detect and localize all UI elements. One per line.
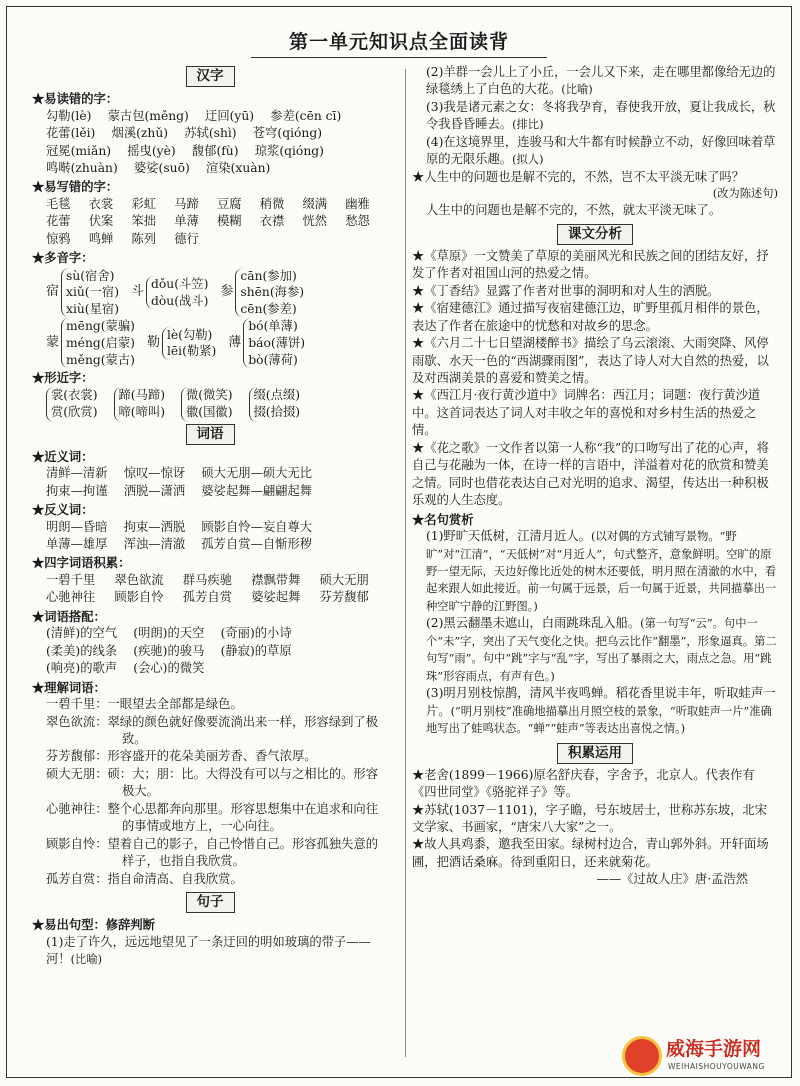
yixie-word: 德行: [174, 231, 199, 246]
mingju-item: [426, 685, 778, 737]
xingjin-word: 赏(欣赏): [51, 405, 98, 420]
duoyin-readings: [61, 318, 135, 368]
jinyi-line: 清鲜—清新 惊叹—惊讶 硕大无朋—硕大无比: [46, 466, 313, 481]
fenxi-item: ★《草原》一文赞美了草原的美丽风光和民族之间的团结友好，抒发了作者对祖国山河的热爱之情。: [412, 248, 769, 281]
duoyin-reading: xiǔ(一宿): [66, 285, 119, 300]
mingju-line: (2)黑云翻墨未遮山，白雨跳珠乱入船。: [426, 616, 641, 631]
mingju-line: (3)明月别枝惊鹊，清风半夜鸣蝉。稻花香里说丰年，听取蛙声一片。: [426, 686, 776, 718]
yidu-line: 冠冕(miǎn) 摇曳(yè) 馥郁(fù) 琼浆(qióng): [46, 143, 324, 158]
lijie-heading: ★理解词语：: [32, 679, 106, 695]
sizi-word: 顾影自怜: [114, 590, 164, 605]
duoyin-row: [46, 268, 388, 318]
mingju-line: (1)野旷天低树，江清月近人。: [426, 529, 591, 544]
sentence-1: (1)走了许久，远远地望见了一条迂回的明如玻璃的带子——河！(比喻): [46, 934, 371, 967]
lijie-item: 芬芳馥郁：形容盛开的花朵美丽芳香、香气浓厚。: [46, 749, 317, 764]
xingjin-heading: ★形近字：: [32, 370, 94, 386]
lijie-item: 硕大无朋：硕：大；朋：比。大得没有可以与之相比的。形容极大。: [46, 766, 379, 799]
duoyin-char: 薄: [228, 335, 242, 351]
sizi-word: 硕大无朋: [319, 572, 369, 587]
yixie-word: 幽雅: [345, 196, 370, 211]
fanyi-list: [32, 519, 388, 554]
yidu-line: 鸣啭(zhuàn) 婆娑(suō) 渲染(xuàn): [46, 160, 271, 175]
xingjin-pair: [114, 387, 166, 422]
duoyin-reading: dǒu(斗笠): [151, 276, 209, 291]
yidu-heading: ★易读错的字：: [32, 91, 119, 107]
rhetoric-note: (比喻): [561, 83, 593, 97]
duoyin-reading: lè(勾勒): [166, 327, 213, 342]
dapei-list: [32, 625, 388, 677]
duoyin-char: 斗: [131, 284, 145, 300]
sentence-transform: ★人生中的问题也是解不完的，不然，岂不太平淡无味了吗？: [412, 169, 745, 184]
fenxi-item: ★《西江月·夜行黄沙道中》词牌名：西江月；词题：夜行黄沙道中。这首词表达了词人对丰收之年的喜悦和对乡村生活的热爱之情。: [412, 388, 761, 438]
sentence-4: (4)在这境界里，连骏马和大牛都有时候静立不动，好像回味着草原的无限乐趣。(拟人): [426, 134, 776, 167]
sizi-word: 婆娑起舞: [251, 590, 301, 605]
watermark-logo: [622, 1034, 790, 1080]
yidu-line: 花蕾(lěi) 烟溪(zhǔ) 苏轼(shì) 苍穹(qióng): [46, 126, 322, 141]
yixie-word: 愁怨: [345, 214, 370, 229]
yixie-word: 恍然: [302, 214, 328, 229]
jinyi-heading: ★近义词：: [32, 448, 94, 464]
yixie-word: 马蹄: [174, 196, 199, 211]
sizi-heading: ★四字词语积累：: [32, 555, 131, 571]
duoyin-reading: sù(宿舍): [66, 268, 115, 283]
yixie-word: 模糊: [217, 214, 242, 229]
yixie-word: 惊鸦: [46, 231, 71, 246]
yixie-word: 衣裳: [88, 196, 114, 211]
yixie-word: 缀满: [302, 196, 328, 211]
right-column: [412, 64, 778, 889]
duoyin-reading: mēng(蒙骗): [66, 319, 135, 334]
duoyin-row: [46, 318, 388, 368]
duoyin-readings: [146, 276, 208, 309]
xingjin-word: 啼(啼叫): [118, 405, 165, 420]
yixie-grid: [32, 196, 388, 248]
yidu-list: [32, 108, 388, 178]
yixie-word: 花蕾: [46, 214, 71, 229]
jinyi-list: [32, 465, 388, 500]
yixie-word: 稍微: [259, 196, 285, 211]
yixie-word: 豆腐: [217, 196, 242, 211]
sizi-word: 芬芳馥郁: [319, 590, 369, 605]
xingjin-word: 裳(衣裳): [51, 387, 98, 402]
duoyin-readings: [61, 268, 119, 318]
duoyin-reading: xiù(星宿): [66, 301, 119, 316]
lijie-item: 孤芳自赏：指自命清高、自我欣赏。: [46, 871, 243, 886]
duoyin-reading: lēi(勒紧): [166, 344, 217, 359]
duoyin-readings: [162, 327, 216, 360]
duoyin-char: 勒: [146, 335, 160, 351]
dapei-heading: ★词语搭配：: [32, 608, 106, 624]
fanyi-heading: ★反义词：: [32, 502, 94, 518]
yichu-heading: ★易出句型：修辞判断: [32, 917, 155, 933]
duoyin-reading: báo(薄饼): [248, 336, 306, 351]
yixie-word: 陈列: [131, 231, 157, 246]
mingju-note: (以对偶的方式铺写景物。“野旷”对“江清”，“天低树”对“月近人”，句式整齐，意象鲜明。空旷的原野一望无际，天边好像比近处的树木还要低，明月照在清澈的水中，看起来跟人如此接近。前一句属于远景，后一句属于近景，共同描摹出一种空旷宁静的江野图。): [426, 530, 777, 613]
fenxi-list: [412, 248, 778, 510]
duoyin-char: 宿: [46, 284, 60, 300]
yixie-word: 伏案: [88, 214, 114, 229]
sizi-word: 心驰神往: [46, 590, 96, 605]
page-title: 第一单元知识点全面读背: [288, 31, 509, 53]
jinyi-line: 拘束—拘谨 洒脱—潇洒 婆娑起舞—翩翩起舞: [46, 483, 313, 498]
fenxi-item: ★《六月二十七日望湖楼醉书》描绘了乌云滚滚、大雨突降、风停雨歇、水天一色的“西湖骤雨图”，表达了诗人对大自然的热爱，以及对西湖美景的喜爱和赞美之情。: [412, 336, 769, 385]
sizi-word: 群马疾驰: [182, 572, 232, 587]
xingjin-word: 缀(点缀): [253, 387, 300, 402]
column-divider: [405, 69, 406, 1057]
section-fenxi: 课文分析: [412, 224, 778, 245]
yixie-word: 毛毯: [46, 196, 71, 211]
duoyin-readings: [235, 268, 304, 318]
dapei-line: (柔美)的线条 (疾驰)的骏马 (静寂)的草原: [46, 643, 292, 658]
left-column: [32, 64, 388, 969]
lijie-list: [32, 696, 388, 888]
sentence-3: (3)我是诸元素之女：冬将我孕育，春使我开放，夏让我成长，秋令我昏昏睡去。(排比): [426, 99, 776, 132]
mingju-note: (第一句写“云”。句中一个“未”字，突出了天气变化之快。把乌云比作“翻墨”，形象逼真。第二句写“雨”。句中“跳”字与“乱”字，写出了暴雨之大，雨点之急。用“跳珠”形容雨点，有声有色。): [426, 617, 777, 683]
sizi-word: 一碧千里: [46, 572, 96, 587]
yixie-word: 单薄: [174, 214, 199, 229]
duoyin-reading: shēn(海参): [240, 285, 305, 300]
lijie-item: 心驰神往：整个心思都奔向那里。形容思想集中在追求和向往的事情或地方上，一心向往。: [46, 801, 379, 834]
jilei-list: [412, 767, 778, 872]
sizi-word: 孤芳自赏: [182, 590, 232, 605]
logo-icon: [622, 1036, 662, 1076]
xingjin-pair: [181, 387, 233, 422]
sentence-2: (2)羊群一会儿上了小丘，一会儿又下来，走在哪里都像给无边的绿毯绣上了白色的大花。(比喻): [426, 65, 776, 97]
duoyin-reading: dòu(战斗): [151, 293, 209, 308]
lijie-item: 翠色欲流：翠绿的颜色就好像要流淌出来一样，形容绿到了极致。: [46, 714, 379, 747]
section-jilei: 积累运用: [412, 743, 778, 764]
xingjin-word: 徽(国徽): [186, 405, 233, 420]
xingjin-word: 掇(拾掇): [253, 405, 300, 420]
section-hanzi: 汉字: [32, 66, 388, 87]
xingjin-pair: [46, 387, 98, 422]
duoyin-char: 蒙: [46, 335, 60, 351]
jilei-item: ★苏轼(1037－1101)，字子瞻，号东坡居士，世称苏东坡，北宋文学家、书画家，“唐宋八大家”之一。: [412, 802, 768, 835]
section-juzi: 句子: [32, 892, 388, 913]
jilei-item: ★老舍(1899－1966)原名舒庆春，字舍予，北京人。代表作有《四世同堂》《骆驼祥子》等。: [412, 767, 755, 800]
yixie-word: 彩虹: [131, 196, 157, 211]
rhetoric-note: (拟人): [512, 153, 544, 167]
yidu-line: 勾勒(lè) 蒙古包(měng) 迂回(yū) 参差(cēn cī): [46, 108, 342, 123]
duoyin-heading: ★多音字：: [32, 250, 94, 266]
rhetoric-note: (排比): [512, 118, 544, 132]
sizi-grid: [32, 572, 388, 607]
fanyi-line: 单薄—雄厚 浑浊—清澈 孤芳自赏—自惭形秽: [46, 537, 313, 552]
mingju-item: [426, 615, 778, 685]
xingjin-word: 微(微笑): [186, 387, 233, 402]
logo-name: 威海手游网: [666, 1038, 762, 1060]
title-underline: [251, 57, 547, 58]
duoyin-reading: cān(参加): [240, 268, 297, 283]
duoyin-reading: cēn(参差): [240, 301, 297, 316]
sizi-word: 襟飘带舞: [251, 572, 301, 587]
poem-source: ——《过故人庄》唐·孟浩然: [596, 872, 748, 887]
lijie-item: 一碧千里：一眼望去全部都是绿色。: [46, 697, 243, 712]
fanyi-line: 明朗—昏暗 拘束—洒脱 顾影自怜—妄自尊大: [46, 519, 313, 534]
yixie-heading: ★易写错的字：: [32, 179, 119, 195]
duoyin-block: [32, 268, 388, 369]
transform-note: (改为陈述句): [712, 187, 778, 201]
mingju-note: (“明月别枝”准确地描摹出月照空枝的景象，“听取蛙声一片”准确地写出了蛙鸣状态。“蝉”“蛙声”等表达出喜悦之情。): [426, 704, 772, 736]
sizi-word: 翠色欲流: [114, 572, 164, 587]
yixie-word: 鸣蝉: [88, 231, 114, 246]
duoyin-readings: [243, 318, 305, 368]
duoyin-reading: měng(蒙古): [66, 352, 135, 367]
section-ciyu: 词语: [32, 424, 388, 445]
duoyin-reading: bò(薄荷): [248, 352, 298, 367]
duoyin-reading: bó(单薄): [248, 319, 298, 334]
jilei-item: ★故人具鸡黍，邀我至田家。绿树村边合，青山郭外斜。开轩面场圃，把酒话桑麻。待到重阳日，还来就菊花。: [412, 837, 769, 869]
fenxi-item: ★《宿建德江》通过描写夜宿建德江边，旷野里孤月相伴的景色，表达了作者在旅途中的忧愁和对故乡的思念。: [412, 301, 769, 333]
fenxi-item: ★《花之歌》一文作者以第一人称“我”的口吻写出了花的心声，将自己与花融为一体，在诗一样的言语中，洋溢着对花的欣赏和赞美之情。同时也借花表达自己对光明的追求、渴望，传达出一种积极乐观的人生态度。: [412, 440, 769, 508]
xingjin-block: [32, 387, 388, 422]
lijie-item: 顾影自怜：望着自己的影子，自己怜惜自己。形容孤独失意的样子，也指自我欣赏。: [46, 836, 379, 869]
yixie-word: 衣襟: [259, 214, 285, 229]
dapei-line: (响亮)的歌声 (会心)的微笑: [46, 661, 205, 676]
yixie-word: 笨拙: [131, 214, 157, 229]
logo-url: WEIHAISHOUYOUWANG: [668, 1062, 765, 1071]
dapei-line: (清鲜)的空气 (明朗)的天空 (奇丽)的小诗: [46, 626, 292, 641]
duoyin-reading: méng(启蒙): [66, 336, 135, 351]
xingjin-pair: [249, 387, 301, 422]
fenxi-item: ★《丁香结》显露了作者对世事的洞明和对人生的洒脱。: [412, 283, 720, 298]
xingjin-word: 蹄(马蹄): [118, 387, 165, 402]
mingju-item: [426, 528, 778, 615]
mingju-heading: ★名句赏析: [412, 511, 474, 527]
transform-answer: 人生中的问题也是解不完的，不然，就太平淡无味了。: [426, 203, 722, 218]
mingju-list: [412, 528, 778, 737]
rhetoric-note: (比喻): [70, 953, 103, 967]
duoyin-char: 参: [220, 284, 234, 300]
